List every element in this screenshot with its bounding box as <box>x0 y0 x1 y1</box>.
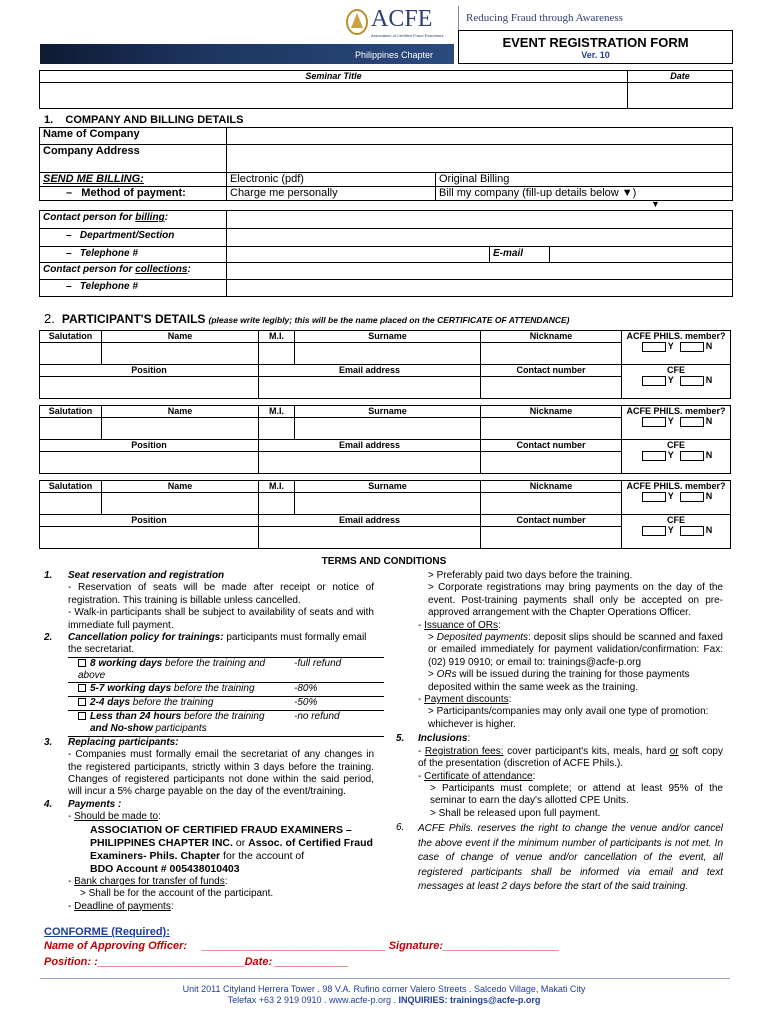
col-mi: M.I. <box>259 481 295 493</box>
checkbox-icon[interactable] <box>78 712 86 720</box>
member-no-box[interactable] <box>680 417 704 427</box>
term5-fees2: soft copy of the presentation (discretion of ACFE Phils.). <box>418 745 723 770</box>
cancel-refund: -50% <box>294 696 318 708</box>
term2-num: 2. <box>44 632 53 644</box>
member-y: Y <box>667 416 674 426</box>
logo-text: ACFE <box>371 6 433 32</box>
col-position: Position <box>40 440 259 452</box>
participant-email-field[interactable] <box>259 377 481 399</box>
term5-cert-b: > Shall be released upon full payment. <box>430 807 601 819</box>
cancel-bold: 5-7 working days <box>90 682 172 694</box>
salutation-field[interactable] <box>40 493 102 515</box>
member-label: ACFE PHILS. member? <box>626 481 726 491</box>
term6 <box>396 822 723 895</box>
nickname-field[interactable] <box>481 343 622 365</box>
email-field[interactable] <box>550 247 733 263</box>
term3-num: 3. <box>44 736 53 748</box>
footer-inquiries: INQUIRIES: trainings@acfe-p.org <box>398 995 541 1005</box>
down-arrow-icon: ▼ <box>651 199 660 209</box>
cfe-n: N <box>705 375 713 385</box>
cfe-label: CFE <box>667 515 685 525</box>
member-n: N <box>705 341 713 351</box>
contact-table <box>39 210 733 297</box>
telephone-field[interactable] <box>227 247 490 263</box>
col-contact: Contact number <box>481 515 622 527</box>
col-salutation: Salutation <box>40 331 102 343</box>
contact-billing-prefix: Contact person for <box>43 212 136 223</box>
cancel-bold: 8 working days <box>90 657 163 669</box>
contact-collections-prefix: Contact person for <box>43 264 136 275</box>
acfe-logo <box>345 6 455 44</box>
cfe-y: Y <box>667 525 674 535</box>
term5-cert-a: > Participants must complete; or attend at least 95% of the seminar to earn the day's allotted CPE Units. <box>430 782 723 807</box>
logo-subtitle: Association of Certified Fraud Examiners <box>371 33 444 38</box>
approver-label: Name of Approving Officer: <box>44 940 188 952</box>
cfe-yes-box[interactable] <box>642 451 666 461</box>
col-email: Email address <box>259 440 481 452</box>
name-field[interactable] <box>102 418 259 440</box>
billing-original[interactable]: Original Billing <box>436 173 733 187</box>
col-email: Email address <box>259 515 481 527</box>
tagline: Reducing Fraud through Awareness <box>466 12 623 24</box>
cancel-rest: before the training <box>130 696 214 708</box>
term2 <box>44 632 374 657</box>
col-mi: M.I. <box>259 406 295 418</box>
company-name-label: Name of Company <box>40 128 227 145</box>
telephone2-label: – Telephone # <box>40 280 227 297</box>
form-title-box <box>458 30 733 64</box>
col-surname: Surname <box>295 331 481 343</box>
member-cell <box>622 331 731 365</box>
term-corp: > Corporate registrations may bring payments on the day of the event. Post-training payments shall only be accepted on pre-approved arrangement with the Chapter Operations Officer. <box>428 582 723 619</box>
cancel-table <box>68 657 384 737</box>
col-salutation: Salutation <box>40 406 102 418</box>
telephone2-text: Telephone # <box>79 281 138 292</box>
date-field[interactable]: ____________ <box>275 956 349 968</box>
cfe-no-box[interactable] <box>680 451 704 461</box>
term4-deadline: Deadline of payments <box>74 900 171 912</box>
cancel-rest2: participants <box>152 723 207 735</box>
telephone2-field[interactable] <box>227 280 733 297</box>
cfe-n: N <box>705 450 713 460</box>
term5-title: Inclusions <box>418 733 468 745</box>
term4-bank: Bank charges for transfer of funds <box>74 875 225 887</box>
surname-field[interactable] <box>295 493 481 515</box>
cfe-cell <box>622 515 731 549</box>
conforme-text: CONFORME (Required): <box>44 926 170 938</box>
company-address-label: Company Address <box>40 145 227 173</box>
term5-fees: cover participant's kits, meals, hard <box>503 745 670 757</box>
cfe-cell <box>622 440 731 474</box>
term5-fees-label: Registration fees: <box>424 745 504 757</box>
section2-heading: PARTICIPANT'S DETAILS <box>61 312 206 326</box>
terms-right-column: > Preferably paid two days before the training. > Corporate registrations may bring payments on the day of the event. Post-training payments shall only be accepted on pre-approved arrangement with the Chapter Operations Officer. - Issuance of ORs: > Deposited payments: deposit slips should be scanned and faxed or emailed immediately for payment validation/confirmation: Fax: (02) 919 0910; or email to: trainings@acfe-p.org > ORs will be issued during the training for those payments deposited within the same week as the training. - Payment discounts: > Participants/companies may only avail one type of promotion: whichever is higher. 5. Inclusions: - Registration fees: cover participant's kits, meals, hard or soft copy of the presentation (discretion of ACFE Phils.). - Certificate of attendance: > Participants must complete; or attend at least 95% of the seminar to earn the day's allotted CPE Units. > Shall be released upon full payment. 6. ACFE Phils. reserves the right to change the venue and/or cancel the above event if the minimum number of participants is not met. In case of change of venue and/or cancellation of the event, all registered participants shall be informed via email and text messages at least 2 days before the start of the said training. <box>396 570 723 895</box>
form-version: Ver. 10 <box>581 50 610 60</box>
col-mi: M.I. <box>259 331 295 343</box>
method-payment-label: – Method of payment: <box>40 187 227 201</box>
term4: 4. Payments : - Should be made to: ASSOCIATION OF CERTIFIED FRAUD EXAMINERS – PHILIPPINES CHAPTER INC. or Assoc. of Certified Fraud Examiners- Phils. Chapter for the account of BDO Account # 005438010403 - Bank charges for transfer of funds: > Shall be for the account of the participant. - Deadline of payments: <box>44 798 373 912</box>
member-y: Y <box>667 491 674 501</box>
cancel-rest: before the training <box>181 710 265 722</box>
cfe-y: Y <box>667 375 674 385</box>
member-no-box[interactable] <box>680 342 704 352</box>
term1-a: - Reservation of seats will be made after receipt or notice of registration. This training is billable unless cancelled. <box>68 582 374 606</box>
col-nickname: Nickname <box>481 406 622 418</box>
approver-row <box>44 940 559 952</box>
term4-bdo: BDO Account # 005438010403 <box>90 862 240 875</box>
cancel-bold: Less than 24 hours <box>90 710 182 722</box>
member-cell <box>622 406 731 440</box>
term4-org: ASSOCIATION OF CERTIFIED FRAUD EXAMINERS – PHILIPPINES CHAPTER INC. <box>90 823 352 849</box>
company-name-field[interactable] <box>227 128 733 145</box>
contact-number-field[interactable] <box>481 452 622 474</box>
surname-field[interactable] <box>295 343 481 365</box>
cfe-n: N <box>705 525 713 535</box>
send-billing-label <box>40 173 227 187</box>
col-surname: Surname <box>295 406 481 418</box>
contact-number-field[interactable] <box>481 527 622 549</box>
col-contact: Contact number <box>481 365 622 377</box>
term1-b: - Walk-in participants shall be subject to availability of seats and with immediate full payment. <box>68 607 374 631</box>
contact-collections-word: collections <box>135 264 188 275</box>
department-field[interactable] <box>227 229 733 247</box>
member-yes-box[interactable] <box>642 492 666 502</box>
nickname-field[interactable] <box>481 418 622 440</box>
contact-collections-label: Contact person for collections: <box>40 263 227 280</box>
seminar-table <box>39 70 733 109</box>
col-contact: Contact number <box>481 440 622 452</box>
department-text: Department/Section <box>79 230 175 241</box>
cfe-no-box[interactable] <box>680 376 704 386</box>
member-y: Y <box>667 341 674 351</box>
surname-field[interactable] <box>295 418 481 440</box>
terms-title: TERMS AND CONDITIONS <box>321 556 447 567</box>
email-label: E-mail <box>490 247 550 263</box>
send-billing-text: SEND ME BILLING: <box>43 173 144 185</box>
term5-num: 5. <box>396 733 405 745</box>
seminar-title-field[interactable] <box>40 83 628 109</box>
cfe-yes-box[interactable] <box>642 526 666 536</box>
checkbox-icon[interactable] <box>78 659 86 667</box>
cancel-refund: -full refund <box>294 657 342 669</box>
col-nickname: Nickname <box>481 331 622 343</box>
signature-label: Signature: <box>388 940 444 952</box>
col-surname: Surname <box>295 481 481 493</box>
salutation-field[interactable] <box>40 343 102 365</box>
name-field[interactable] <box>102 343 259 365</box>
position-label: Position: : <box>44 956 98 968</box>
col-position: Position <box>40 365 259 377</box>
seminar-date-field[interactable] <box>628 83 733 109</box>
term-dep-title: Deposited payments <box>436 632 529 644</box>
term3-text: - Companies must formally email the secretariat of any changes in the registered participants, strictly within 3 days before the training. Changes of registered participants not done within the said period, will incur a 5% charge payable on the day of the event/training. <box>68 749 374 798</box>
term6-num: 6. <box>396 822 405 834</box>
term1-title: Seat reservation and registration <box>68 570 225 581</box>
term4-made: Should be made to <box>74 811 159 823</box>
term-ors: will be issued during the training for those payments deposited within the same week as the training. <box>428 669 690 693</box>
cfe-label: CFE <box>667 440 685 450</box>
logo-emblem-icon <box>345 8 369 38</box>
cancel-row <box>68 711 384 737</box>
term4-deadline-rest: : <box>170 900 174 912</box>
cancel-row <box>68 697 384 711</box>
section2-note: (please write legibly; this will be the name placed on the CERTIFICATE OF ATTENDANCE) <box>208 315 570 325</box>
col-email: Email address <box>259 365 481 377</box>
section2-number: 2. <box>44 311 55 326</box>
section2-title <box>44 311 569 326</box>
term-dep: : deposit slips should be scanned and faxed or emailed immediately for payment validation/confirmation: Fax: (02) 919 0910; or email to: trainings@acfe-p.org <box>428 632 723 668</box>
col-name: Name <box>102 331 259 343</box>
col-position: Position <box>40 515 259 527</box>
cancel-rest: before the training and above <box>78 657 266 682</box>
seminar-date-label: Date <box>628 71 733 83</box>
term-disc-a: > Participants/companies may only avail one type of promotion: whichever is higher. <box>428 706 709 730</box>
salutation-field[interactable] <box>40 418 102 440</box>
position-row <box>44 956 349 968</box>
footer-divider <box>40 978 730 979</box>
contact-billing-label: Contact person for billing: <box>40 211 227 229</box>
signature-field[interactable]: ___________________ <box>443 940 560 952</box>
method-payment-text: Method of payment: <box>81 187 186 199</box>
telephone-label: – Telephone # <box>40 247 227 263</box>
term4-or: or <box>232 836 249 849</box>
member-label: ACFE PHILS. member? <box>626 331 726 341</box>
payment-bill-company[interactable]: Bill my company (fill-up details below ▼) <box>436 187 733 201</box>
cancel-bold: 2-4 days <box>90 696 131 708</box>
term1-num: 1. <box>44 570 53 581</box>
conforme-label <box>44 926 170 938</box>
participant-email-field[interactable] <box>259 527 481 549</box>
cancel-rest: before the training <box>171 682 255 694</box>
position-field[interactable] <box>40 527 259 549</box>
term2-rest: participants must formally email the secretariat. <box>68 632 367 656</box>
cancel-refund: -no refund <box>294 710 340 722</box>
banner-chapter: Philippines Chapter <box>355 50 434 60</box>
cancel-row <box>68 658 384 683</box>
payment-charge-me[interactable]: Charge me personally <box>227 187 436 201</box>
company-address-field[interactable] <box>227 145 733 173</box>
term6-text: ACFE Phils. reserves the right to change the venue and/or cancel the above event if the minimum number of participants is not met. In case of change of venue and/or cancellation of the event, all registered participants shall be informed via email and text messages at least 2 days before the start of the said training. <box>418 823 723 893</box>
billing-electronic[interactable]: Electronic (pdf) <box>227 173 436 187</box>
col-salutation: Salutation <box>40 481 102 493</box>
contact-number-field[interactable] <box>481 377 622 399</box>
term4-bank-rest: : <box>224 875 228 887</box>
date-label: Date: <box>244 956 273 968</box>
term4-assoc: Assoc. of Certified Fraud Examiners- Phils. Chapter <box>90 836 373 862</box>
member-n: N <box>705 416 713 426</box>
position-field[interactable] <box>40 452 259 474</box>
approver-field[interactable]: ______________________________ <box>202 940 386 952</box>
mi-field[interactable] <box>259 418 295 440</box>
footer-address: Unit 2011 Cityland Herrera Tower . 98 V.A. Rufino corner Valero Streets . Salcedo Village, Makati City <box>182 984 586 994</box>
footer-contact <box>0 995 768 1005</box>
col-name: Name <box>102 481 259 493</box>
name-field[interactable] <box>102 493 259 515</box>
position-field[interactable] <box>40 377 259 399</box>
member-no-box[interactable] <box>680 492 704 502</box>
term-issuance: Issuance of ORs <box>424 619 499 631</box>
term4-bank-a: > Shall be for the account of the participant. <box>80 888 274 900</box>
participant-table <box>39 480 731 549</box>
member-n: N <box>705 491 713 501</box>
cfe-yes-box[interactable] <box>642 376 666 386</box>
mi-field[interactable] <box>259 493 295 515</box>
cancel-refund: -80% <box>294 682 318 694</box>
checkbox-icon[interactable] <box>78 684 86 692</box>
member-label: ACFE PHILS. member? <box>626 406 726 416</box>
cfe-y: Y <box>667 450 674 460</box>
term-ors-title: ORs <box>436 669 457 681</box>
footer-contact-prefix: Telefax +63 2 919 0910 . www.acfe-p.org . <box>227 995 399 1005</box>
participant-table <box>39 405 731 474</box>
terms-left-column <box>44 570 374 913</box>
checkbox-icon[interactable] <box>78 698 86 706</box>
department-label: – Department/Section <box>40 229 227 247</box>
telephone-text: Telephone # <box>79 248 138 259</box>
cfe-label: CFE <box>667 365 685 375</box>
term3 <box>44 737 374 799</box>
term3-title: Replacing participants: <box>68 736 179 748</box>
contact-collections-field[interactable] <box>227 263 733 280</box>
col-name: Name <box>102 406 259 418</box>
participant-table <box>39 330 731 399</box>
term4-for: for the account of <box>220 849 305 862</box>
form-title: EVENT REGISTRATION FORM <box>502 35 689 50</box>
term1 <box>44 570 374 632</box>
member-yes-box[interactable] <box>642 342 666 352</box>
contact-billing-field[interactable] <box>227 211 733 229</box>
cancel-bold2: and No-show <box>90 723 153 735</box>
term5: 5. Inclusions: - Registration fees: cover participant's kits, meals, hard or soft copy of the presentation (discretion of ACFE Phils.). - Certificate of attendance: > Participants must complete; or attend at least 95% of the seminar to earn the day's allotted CPE Units. > Shall be released upon full payment. <box>396 733 723 819</box>
cancel-row <box>68 683 384 697</box>
contact-billing-word: billing <box>135 212 165 223</box>
nickname-field[interactable] <box>481 493 622 515</box>
term4-num: 4. <box>44 798 53 810</box>
term4-title: Payments : <box>68 798 122 810</box>
term2-title: Cancellation policy for trainings: <box>68 632 224 644</box>
term-disc: Payment discounts <box>424 694 509 706</box>
term5-cert: Certificate of attendance <box>424 770 533 782</box>
mi-field[interactable] <box>259 343 295 365</box>
term5-or: or <box>669 745 679 757</box>
section1-title: 1. COMPANY AND BILLING DETAILS <box>44 114 244 126</box>
member-yes-box[interactable] <box>642 417 666 427</box>
company-table <box>39 127 733 201</box>
participant-email-field[interactable] <box>259 452 481 474</box>
col-nickname: Nickname <box>481 481 622 493</box>
seminar-title-label: Seminar Title <box>40 71 628 83</box>
position-field[interactable]: ________________________ <box>97 956 245 968</box>
term-pref: > Preferably paid two days before the training. <box>428 570 633 581</box>
cfe-cell <box>622 365 731 399</box>
member-cell <box>622 481 731 515</box>
cfe-no-box[interactable] <box>680 526 704 536</box>
